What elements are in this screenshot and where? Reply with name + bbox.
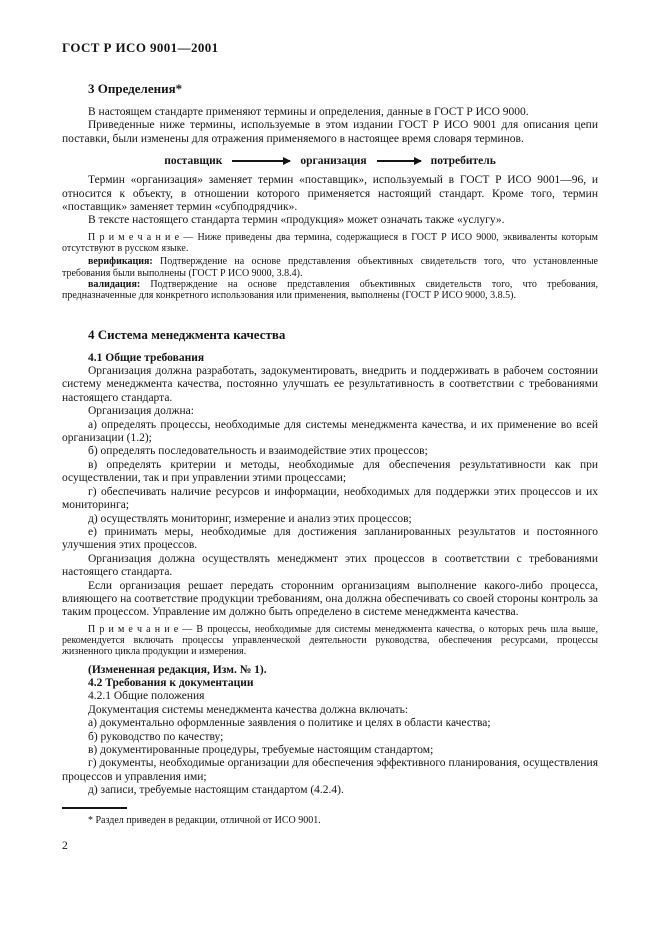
- diagram-label-consumer: потребитель: [430, 155, 496, 168]
- supply-chain-diagram: [62, 155, 598, 167]
- paragraph: В настоящем стандарте применяют термины и определения, данные в ГОСТ Р ИСО 9000.: [88, 106, 529, 118]
- term-definition: [62, 256, 598, 279]
- paragraph: Если организация решает передать сторонним организациям выполнение какого-либо процесса, влияющего на соответствие продукции требованиям, она должна обеспечивать со своей стороны контроль за таким процессом. Управление им должно быть определено в системе менеджмента качества.: [62, 579, 598, 619]
- list-item: д) записи, требуемые настоящим стандартом (4.2.4).: [88, 784, 344, 797]
- paragraph: В тексте настоящего стандарта термин «продукция» может означать также «услугу».: [88, 214, 505, 227]
- list-item: г) документы, необходимые организации для обеспечения эффективного планирования, осуществления процессов и управления ими;: [62, 757, 598, 783]
- paragraph: Организация должна осуществлять менеджмент этих процессов в соответствии с требованиями настоящего стандарта.: [62, 552, 598, 579]
- list-item: г) обеспечивать наличие ресурсов и информации, необходимых для поддержки этих процессов и их мониторинга;: [62, 485, 598, 512]
- list-item: а) документально оформленные заявления о политике и целях в области качества;: [88, 717, 491, 730]
- diagram-label-supplier: поставщик: [164, 155, 223, 168]
- footnote-rule: [62, 807, 127, 810]
- list-item: д) осуществлять мониторинг, измерение и анализ этих процессов;: [88, 512, 412, 525]
- paragraph: Организация должна разработать, задокументировать, внедрить и поддерживать в рабочем состоянии систему менеджмента качества, постоянно улучшать ее результативность в соответствии с требованиями настоящего стандарта.: [62, 365, 598, 404]
- page-number: 2: [62, 839, 68, 852]
- paragraph: Приведенные ниже термины, используемые в этом издании ГОСТ Р ИСО 9001 для описания цепи поставки, были изменены для отражения применяемого в настоящее время словаря терминов.: [62, 119, 598, 145]
- footnote-text: * Раздел приведен в редакции, отличной от ИСО 9001.: [88, 815, 321, 827]
- arrow-right-icon: [377, 160, 421, 162]
- term-text: Подтверждение на основе представления объективных свидетельств того, что установленные требования были выполнены (ГОСТ Р ИСО 9000, 3.8.4).: [62, 256, 598, 279]
- note-paragraph: П р и м е ч а н и е — В процессы, необходимые для системы менеджмента качества, о которых речь шла выше, рекомендуется включать процессы управленческой деятельности руководства, обеспечения ресурсами, процессы жизненного цикла продукции и измерения.: [62, 623, 598, 658]
- footnote-block: [62, 807, 598, 827]
- term-definition: [62, 279, 598, 302]
- term-name: верификация:: [88, 256, 153, 268]
- list-item: в) документированные процедуры, требуемые настоящим стандартом;: [88, 744, 434, 757]
- amendment-line: (Измененная редакция, Изм. № 1).: [88, 663, 267, 676]
- term-name: валидация:: [88, 279, 141, 291]
- list-item: в) определять критерии и методы, необходимые для обеспечения результативности как при осуществлении, так и при управлении этими процессами;: [62, 458, 598, 485]
- paragraph: Документация системы менеджмента качества должна включать:: [88, 703, 409, 716]
- arrow-right-icon: [232, 160, 290, 162]
- list-item: е) принимать меры, необходимые для достижения запланированных результатов и постоянного улучшения этих процессов.: [62, 525, 598, 552]
- section-4-2-heading: 4.2 Требования к документации: [88, 677, 254, 690]
- list-item: б) руководство по качеству;: [88, 730, 224, 743]
- paragraph: Термин «организация» заменяет термин «поставщик», используемый в ГОСТ Р ИСО 9001—96, и относится к объекту, в отношении которого применяется настоящий стандарт. Кроме того, термин «поставщик» заменяет термин «субподрядчик».: [62, 174, 598, 214]
- section-4-1-heading: 4.1 Общие требования: [88, 351, 205, 364]
- term-text: Подтверждение на основе представления объективных свидетельств того, что требования, предназначенные для конкретного использования или применения, выполнены (ГОСТ Р ИСО 9000, 3.8.5).: [62, 279, 598, 302]
- list-item: а) определять процессы, необходимые для системы менеджмента качества, и их применение во всей организации (1.2);: [62, 418, 598, 445]
- document-id-header: ГОСТ Р ИСО 9001—2001: [62, 40, 219, 55]
- section-4-heading: 4 Система менеджмента качества: [88, 326, 286, 342]
- section-3-heading: 3 Определения*: [88, 81, 183, 96]
- note-paragraph: П р и м е ч а н и е — Ниже приведены два термина, содержащиеся в ГОСТ Р ИСО 9000, эквиваленты которым отсутствуют в русском языке.: [62, 231, 598, 255]
- diagram-label-organization: организация: [300, 155, 367, 168]
- paragraph: Организация должна:: [88, 405, 194, 418]
- list-item: б) определять последовательность и взаимодействие этих процессов;: [88, 445, 428, 458]
- section-4-2-1-heading: 4.2.1 Общие положения: [88, 690, 205, 703]
